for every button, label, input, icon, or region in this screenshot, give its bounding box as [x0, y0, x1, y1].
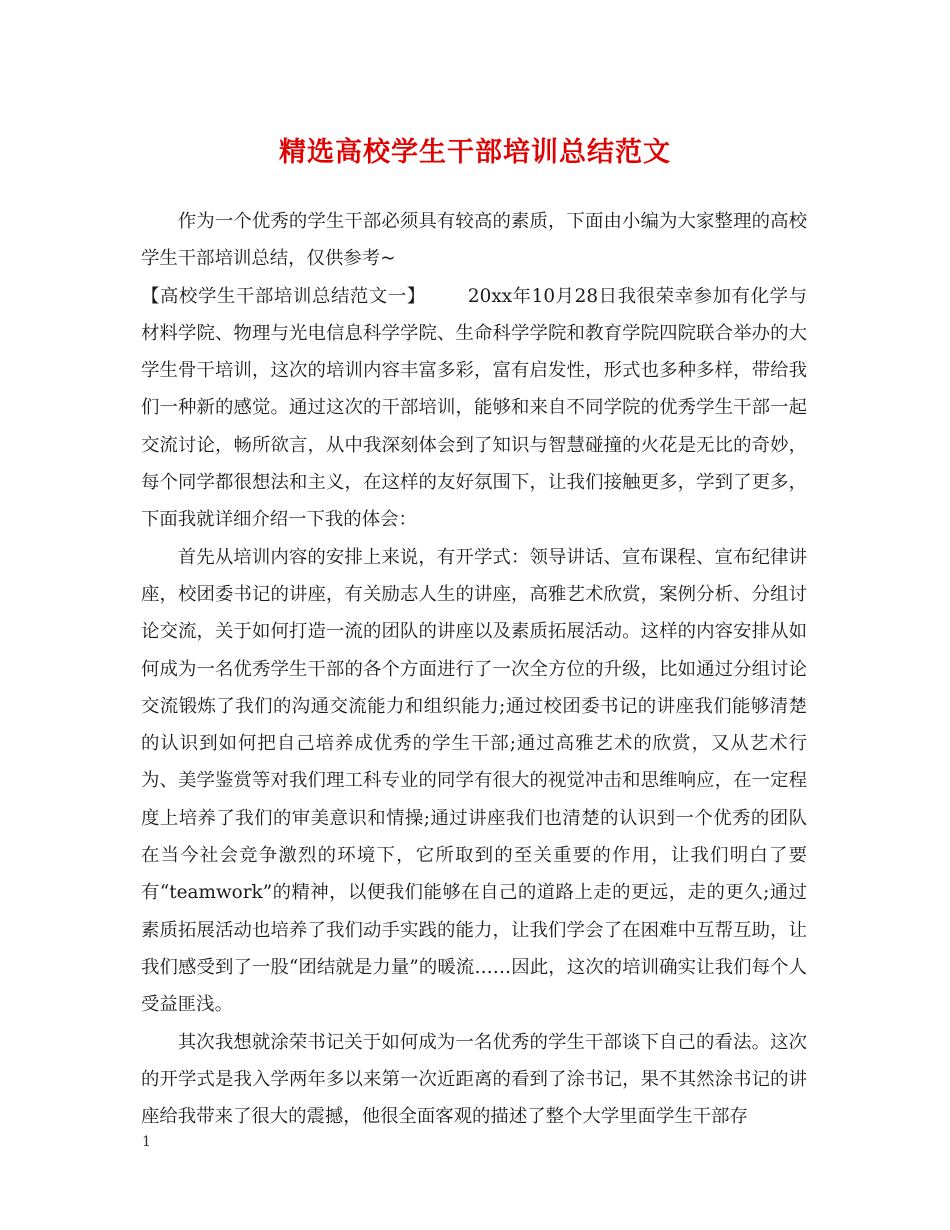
- section-paragraph-1: [141, 278, 807, 539]
- intro-paragraph: 作为一个优秀的学生干部必须具有较高的素质，下面由小编为大家整理的高校学生干部培训总结，仅供参考~: [141, 211, 807, 270]
- page-number: 1: [142, 1134, 151, 1150]
- document-body: [141, 203, 807, 1135]
- paragraph-1-text: 20xx年10月28日我很荣幸参加有化学与材料学院、物理与光电信息科学学院、生命科学学院和教育学院四院联合举办的大学生骨干培训，这次的培训内容丰富多彩，富有启发性，形式也多种多样，带给我们一种新的感觉。通过这次的干部培训，能够和来自不同学院的优秀学生干部一起交流讨论，畅所欲言，从中我深刻体会到了知识与智慧碰撞的火花是无比的奇妙，每个同学都很想法和主义，在这样的友好氛围下，让我们接触更多，学到了更多，下面我就详细介绍一下我的体会：: [141, 285, 807, 531]
- paragraph-3: 其次我想就涂荣书记关于如何成为一名优秀的学生干部谈下自己的看法。这次的开学式是我入学两年多以来第一次近距离的看到了涂书记，果不其然涂书记的讲座给我带来了很大的震撼，他很全面客观的描述了整个大学里面学生干部存: [141, 1031, 807, 1128]
- paragraph-2: 首先从培训内容的安排上来说，有开学式：领导讲话、宣布课程、宣布纪律讲座，校团委书记的讲座，有关励志人生的讲座，高雅艺术欣赏，案例分析、分组讨论交流，关于如何打造一流的团队的讲座以及素质拓展活动。这样的内容安排从如何成为一名优秀学生干部的各个方面进行了一次全方位的升级，比如通过分组讨论交流锻炼了我们的沟通交流能力和组织能力;通过校团委书记的讲座我们能够清楚的认识到如何把自己培养成优秀的学生干部;通过高雅艺术的欣赏，又从艺术行为、美学鉴赏等对我们理工科专业的同学有很大的视觉冲击和思维响应，在一定程度上培养了我们的审美意识和情操;通过讲座我们也清楚的认识到一个优秀的团队在当今社会竞争激烈的环境下，它所取到的至关重要的作用，让我们明白了要有“teamwork”的精神，以便我们能够在自己的道路上走的更远，走的更久;通过素质拓展活动也培养了我们动手实践的能力，让我们学会了在困难中互帮互助，让我们感受到了一股“团结就是力量”的暖流……因此，这次的培训确实让我们每个人受益匪浅。: [141, 546, 807, 1016]
- document-title: 精选高校学生干部培训总结范文: [279, 137, 671, 168]
- section-heading: 【高校学生干部培训总结范文一】: [141, 285, 426, 307]
